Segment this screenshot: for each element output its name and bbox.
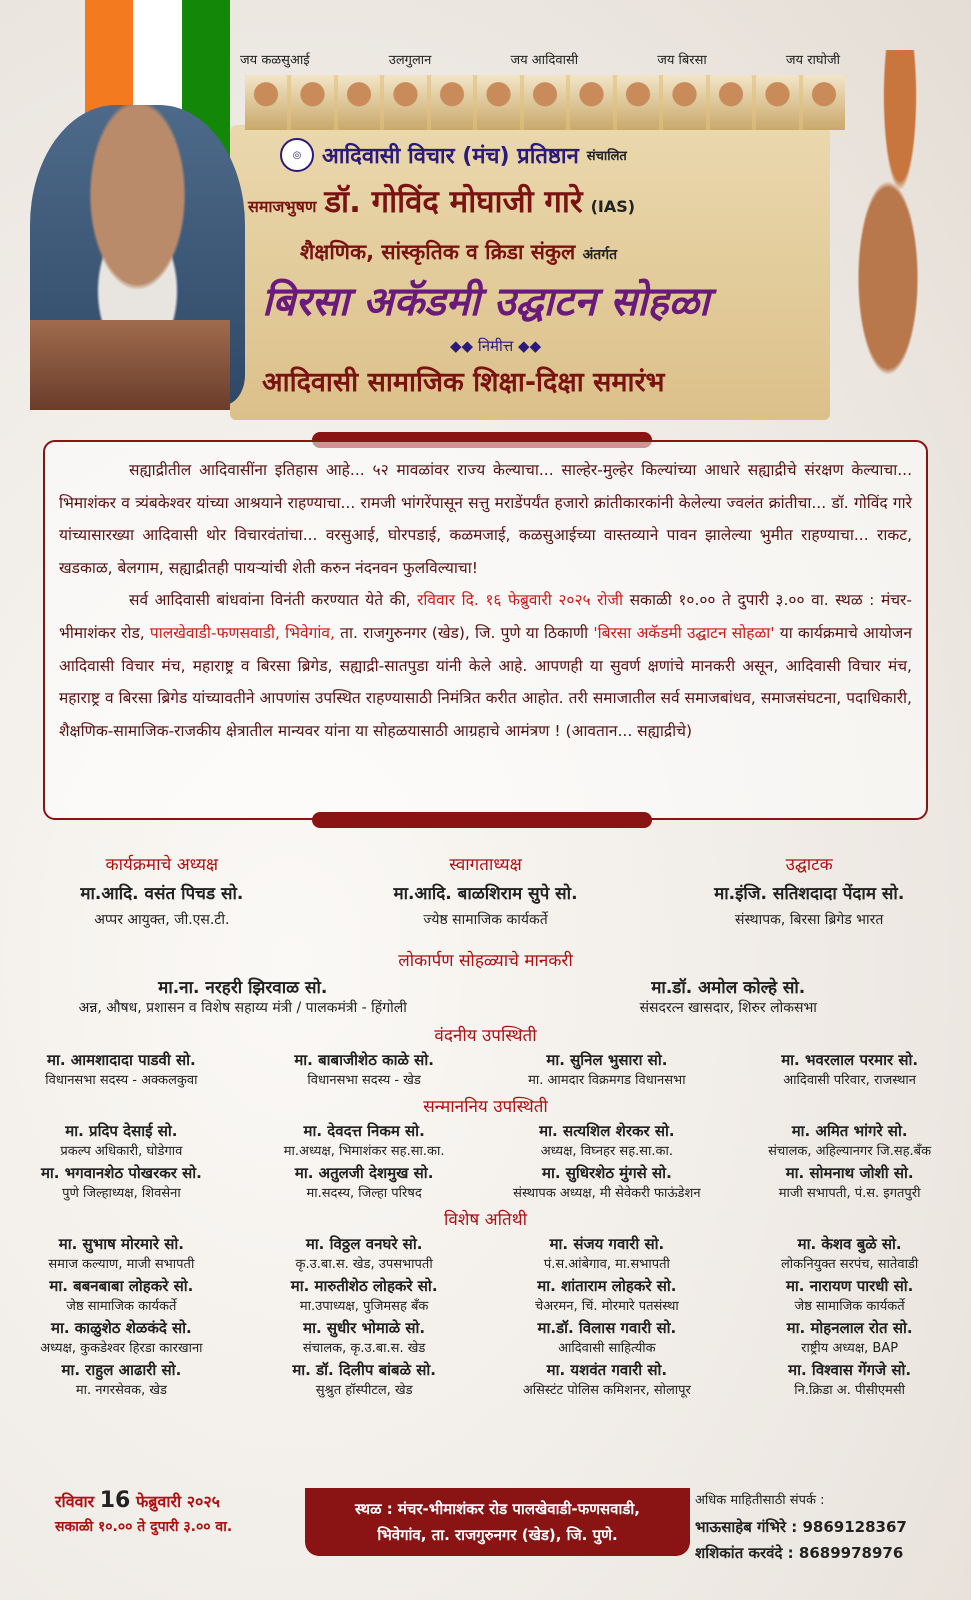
guest-name: मा.आदि. बाळशिराम सुपे सो. [393,884,578,904]
guest [243,1276,486,1314]
guest-designation: सुश्रुत हॉस्पीटल, खेड [315,1383,413,1398]
guest-designation: संसदरत्न खासदार, शिरुर लोकसभा [639,1000,817,1016]
guest [0,1050,243,1088]
guest [0,1121,243,1159]
guest-name: मा. भवरलाल परमार सो. [781,1051,919,1069]
venue-banner [305,1488,690,1556]
guest-name: मा. शांताराम लोहकरे सो. [537,1277,677,1295]
guest-name: मा. केशव बुळे सो. [797,1235,902,1253]
role-chair [0,852,324,929]
event-date: रविवार दि. १६ फेब्रुवारी २०२५ रोजी [417,591,624,610]
hero-portrait [245,75,287,130]
guest-designation: मा. आमदार विक्रमगड विधानसभा [528,1073,686,1088]
hero-portrait [338,75,380,130]
guest [0,1163,243,1201]
venue-line: स्थळ : मंचर-भीमाशंकर रोड पालखेवाडी-फणसवाडी, [354,1500,641,1518]
guest-section [0,948,971,1017]
guest [486,1050,729,1088]
guest-row [0,975,971,1017]
role-heading: कार्यक्रमाचे अध्यक्ष [105,855,219,875]
hero-portrait [570,75,612,130]
guest-designation: संस्थापक अध्यक्ष, मी सेवेकरी फाऊंडेशन [513,1186,701,1201]
guest [728,1121,971,1159]
guest-name: मा. अमित भांगरे सो. [791,1122,908,1140]
guest-designation: विधानसभा सदस्य - खेड [307,1073,421,1088]
venue-line: भिवेगांव, ता. राजगुरुनगर (खेड), जि. पुणे. [377,1526,618,1544]
guest [243,1121,486,1159]
guest-section [0,1023,971,1088]
occasion-label: ◆◆ निमीत्त ◆◆ [450,337,542,355]
guest-name: मा. सोमनाथ जोशी सो. [785,1164,914,1182]
text: ता. राजगुरुनगर (खेड), जि. पुणे या ठिकाणी [334,623,594,642]
guest-name: मा.डॉ. अमोल कोल्हे सो. [651,978,806,998]
guest [486,1234,729,1272]
section-heading: लोकार्पण सोहळ्याचे मानकरी [398,951,573,971]
guest-designation: आदिवासी साहित्यीक [558,1341,656,1356]
text: सर्व आदिवासी बांधवांना विनंती करण्यात येते की, [129,591,418,610]
guest-row [0,1360,971,1398]
day: रविवार [55,1492,95,1511]
guest-name: मा. सत्यशिल शेरकर सो. [539,1122,675,1140]
guest [486,1360,729,1398]
guest-designation: संस्थापक, बिरसा ब्रिगेड भारत [735,912,884,928]
guest-designation: संचालक, अहिल्यानगर जि.सह.बँक [768,1144,932,1159]
guest-designation: अध्यक्ष, कुकडेश्वर हिरडा कारखाना [40,1341,203,1356]
guest-row [0,1234,971,1272]
guest-name: मा. संजय गवारी सो. [549,1235,665,1253]
guest [486,1163,729,1201]
guest-name: मा.डॉ. विलास गवारी सो. [537,1319,677,1337]
guest-designation: आदिवासी परिवार, राजस्थान [783,1073,916,1088]
guest-sections [0,948,971,1404]
slogan: उलगुलान [388,53,432,68]
guest-name: मा.इंजि. सतिशदादा पेंदाम सो. [714,884,905,904]
text: सकाळी १०.०० ते दुपारी ३.०० वा. स्थळ : मंचर-भीमाशंकर रोड, [59,591,912,642]
contact-line: भाऊसाहेब गंभिरे : 9869128367 [695,1518,907,1536]
invitation-text-box [43,440,928,820]
guest-designation: संचालक, कृ.उ.बा.स. खेड [302,1341,426,1356]
org-logo-icon: ◎ [280,138,314,172]
guest-section [0,1094,971,1201]
org-suffix: संचालित [586,149,627,164]
contact-name: शशिकांत करवंदे [695,1544,783,1562]
guest-designation: लोकनियुक्त सरपंच, सातेवाडी [780,1257,919,1272]
hero-portrait [710,75,752,130]
text: या कार्यक्रमाचे आयोजन आदिवासी विचार मंच, महाराष्ट्र व बिरसा ब्रिगेड, सह्याद्री-सातपुडा यांनी केले आहे. आपणही या सुवर्ण क्षणांचे मानकरी असून, आदिवासी विचार मंच, महाराष्ट्र व बिरसा ब्रिगेड यांच्यावतीने आपणांस उपस्थित राहण्यासाठी निमंत्रित करीत आहोत. तरी समाजातील सर्व समाजबांधव, समाजसंघटना, पदाधिकारी, शैक्षणिक-सामाजिक-राजकीय क्षेत्रातील मान्यवर यांना या सोहळयासाठी आग्रहाचे आमंत्रण ! (आवतान... सह्याद्रीचे) [59,623,912,740]
guest-row [0,1318,971,1356]
guest-name: मा. विठ्ठल वनघरे सो. [305,1235,423,1253]
guest-row [0,1121,971,1159]
date: 16 [99,1488,131,1513]
guest-name: मा. आमशादादा पाडवी सो. [47,1051,196,1069]
guest-designation: प्रकल्प अधिकारी, घोडेगाव [60,1144,183,1159]
guest-name: मा. प्रदिप देसाई सो. [65,1122,178,1140]
guest-name: मा. नारायण पारधी सो. [785,1277,914,1295]
guest-name: मा. सुभाष मोरमारे सो. [58,1235,184,1253]
guest-name: मा. बाबाजीशेठ काळे सो. [294,1051,434,1069]
poster-footer [0,1488,971,1600]
footer-date [55,1488,232,1536]
hero-portrait [663,75,705,130]
guest-name: मा. काळुशेठ शेळकंदे सो. [51,1319,192,1337]
guest-designation: विधानसभा सदस्य - अक्कलकुवा [45,1073,198,1088]
complex-suffix: अंतर्गत [582,247,618,263]
guest-name: मा. विश्वास गेंगजे सो. [788,1361,912,1379]
guest [728,1234,971,1272]
invitation-paragraph [59,584,912,747]
guest-name: मा. सुधिरशेठ मुंगसे सो. [541,1164,672,1182]
guest-designation: पुणे जिल्हाध्यक्ष, शिवसेना [62,1186,181,1201]
hero-portrait [617,75,659,130]
hero-portrait [431,75,473,130]
guest-designation: समाज कल्याण, माजी सभापती [48,1257,195,1272]
guest [243,1163,486,1201]
guest [728,1276,971,1314]
guest-name: मा. राहुल आढारी सो. [61,1361,182,1379]
contact-phone[interactable]: 9869128367 [802,1518,907,1536]
guest-designation: जेष्ठ सामाजिक कार्यकर्ते [66,1299,177,1314]
contact-name: भाऊसाहेब गंभिरे [695,1518,786,1536]
guest-section [0,1207,971,1398]
guest [0,1360,243,1398]
role-welcome-chair [324,852,648,929]
hero-portrait [477,75,519,130]
hero-portrait [524,75,566,130]
guest-designation: माजी सभापती, पं.स. इगतपुरी [778,1186,921,1201]
complex-title [300,238,617,266]
hero-portrait [756,75,798,130]
guest-row [0,1050,971,1088]
guest-designation: नि.क्रिडा अ. पीसीएमसी [794,1383,905,1398]
ceremony-title: आदिवासी सामाजिक शिक्षा-दिक्षा समारंभ [262,367,665,398]
guest [486,1318,729,1356]
tribal-warrior-illustration [840,50,960,430]
box-bottom-tab [312,812,652,828]
contact-info [695,1488,907,1566]
org-title [280,138,627,172]
guest-designation: मा.अध्यक्ष, भिमाशंकर सह.सा.का. [283,1144,445,1159]
slogan: जय बिरसा [657,53,707,68]
guest-name: मा.आदि. वसंत पिचड सो. [80,884,244,904]
guest-name: मा. डॉ. दिलीप बांबळे सो. [292,1361,436,1379]
guest-designation: मा. नगरसेवक, खेड [75,1383,167,1398]
contact-line: शशिकांत करवंदे : 8689978976 [695,1544,904,1562]
guest [728,1318,971,1356]
guest-designation: पं.स.आंबेगाव, मा.सभापती [543,1257,670,1272]
guest-row [0,1276,971,1314]
slogans [240,50,840,68]
honoree-name: डॉ. गोविंद मोघाजी गारे [324,184,583,220]
contact-phone[interactable]: 8689978976 [798,1544,904,1562]
guest-designation: अध्यक्ष, विघ्नहर सह.सा.का. [540,1144,673,1159]
building-image [30,320,230,410]
guest-name: मा. भगवानशेठ पोखरकर सो. [40,1164,202,1182]
top-roles [0,852,971,929]
guest-name: मा. अतुलजी देशमुख सो. [294,1164,434,1182]
guest-designation: अन्न, औषध, प्रशासन व विशेष सहाय्य मंत्री / पालकमंत्री - हिंगोली [78,1000,407,1016]
guest-name: मा. देवदत्त निकम सो. [303,1122,425,1140]
guest [728,1050,971,1088]
guest [486,1121,729,1159]
slogan: जय कळसुआई [240,53,310,68]
event-title: बिरसा अकॅडमी उद्घाटन सोहळा [262,279,710,325]
guest-designation: असिस्टंट पोलिस कमिशनर, सोलापूर [522,1383,691,1398]
guest [243,1234,486,1272]
guest-name: मा. मारुतीशेठ लोहकरे सो. [290,1277,438,1295]
guest [728,1163,971,1201]
guest-name: मा. सुनिल भुसारा सो. [546,1051,668,1069]
guest [486,1276,729,1314]
guest-row [0,1163,971,1201]
contact-title: अधिक माहितीसाठी संपर्क : [695,1493,825,1508]
history-paragraph: सह्याद्रीतील आदिवासींना इतिहास आहे... ५२ मावळांवर राज्य केल्याचा... साल्हेर-मुल्हेर किल्यांच्या आधारे सह्याद्रीचे संरक्षण केल्याचा... भिमाशंकर व त्र्यंबकेश्वर यांच्या आश्रयाने राहण्याचा... रामजी भांगरेंपासून सत्तु मराडेंपर्यंत हजारो क्रांतीकारकांनी केलेल्या ज्वलंत क्रांतीचा... डॉ. गोविंद गारे यांच्यासारख्या आदिवासी थोर विचारवंतांचा... वरसुआई, घोरपडाई, कळमजाई, कळसुआईच्या वास्तव्याने पावन झालेल्या भुमीत राहण्याचा... राकट, खडकाळ, बेलगाम, सह्याद्रीतही पायऱ्यांची शेती करुन नंदनवन फुलविल्याचा! [59,461,912,577]
guest [0,975,486,1017]
guest-designation: ज्येष्ठ सामाजिक कार्यकर्ते [423,912,548,928]
guest [0,1318,243,1356]
role-heading: उद्घाटक [785,855,833,875]
guest [486,975,971,1017]
section-heading: वंदनीय उपस्थिती [434,1026,537,1046]
guest-name: मा. यशवंत गवारी सो. [546,1361,668,1379]
guest-name: मा.ना. नरहरी झिरवाळ सो. [158,978,328,998]
hero-portrait [384,75,426,130]
guest [243,1050,486,1088]
guest-designation: जेष्ठ सामाजिक कार्यकर्ते [794,1299,905,1314]
guest-name: मा. बबनबाबा लोहकरे सो. [49,1277,194,1295]
name-suffix: (IAS) [590,197,636,216]
guest-designation: चेअरमन, चिं. मोरमारे पतसंस्था [535,1299,679,1314]
guest [0,1234,243,1272]
guest [243,1360,486,1398]
poster-header [0,0,971,425]
freedom-fighters-strip [245,75,845,130]
slogan: जय आदिवासी [510,53,579,68]
org-name: आदिवासी विचार (मंच) प्रतिष्ठान [322,144,579,169]
hero-portrait [291,75,333,130]
event-village: पालखेवाडी-फणसवाडी, भिवेगांव, [149,623,335,642]
guest-designation: मा.सदस्य, जिल्हा परिषद [306,1186,422,1201]
guest [243,1318,486,1356]
guest-designation: मा.उपाध्यक्ष, पुजिमसह बँक [299,1299,429,1314]
guest [728,1360,971,1398]
guest-name: मा. सुधीर भोमाळे सो. [303,1319,426,1337]
complex-name: शैक्षणिक, सांस्कृतिक व क्रिडा संकुल [300,240,576,264]
name-prefix: समाजभुषण [248,197,317,216]
section-heading: सन्माननिय उपस्थिती [423,1097,548,1117]
guest [0,1276,243,1314]
slogan: जय राघोजी [785,53,840,68]
guest-designation: अप्पर आयुक्त, जी.एस.टी. [94,912,230,928]
role-heading: स्वागताध्यक्ष [449,855,522,875]
guest-designation: कृ.उ.बा.स. खेड, उपसभापती [295,1257,433,1272]
month-year: फेब्रुवारी २०२५ [135,1492,221,1511]
guest-name: मा. मोहनलाल रोत सो. [786,1319,913,1337]
event-name: 'बिरसा अकॅडमी उद्घाटन सोहळा' [593,623,775,642]
honoree-title [248,180,635,222]
hero-portrait [803,75,845,130]
guest-designation: राष्ट्रीय अध्यक्ष, BAP [801,1341,899,1356]
time: सकाळी १०.०० ते दुपारी ३.०० वा. [55,1519,233,1535]
role-inaugurator [647,852,971,929]
section-heading: विशेष अतिथी [444,1210,527,1230]
